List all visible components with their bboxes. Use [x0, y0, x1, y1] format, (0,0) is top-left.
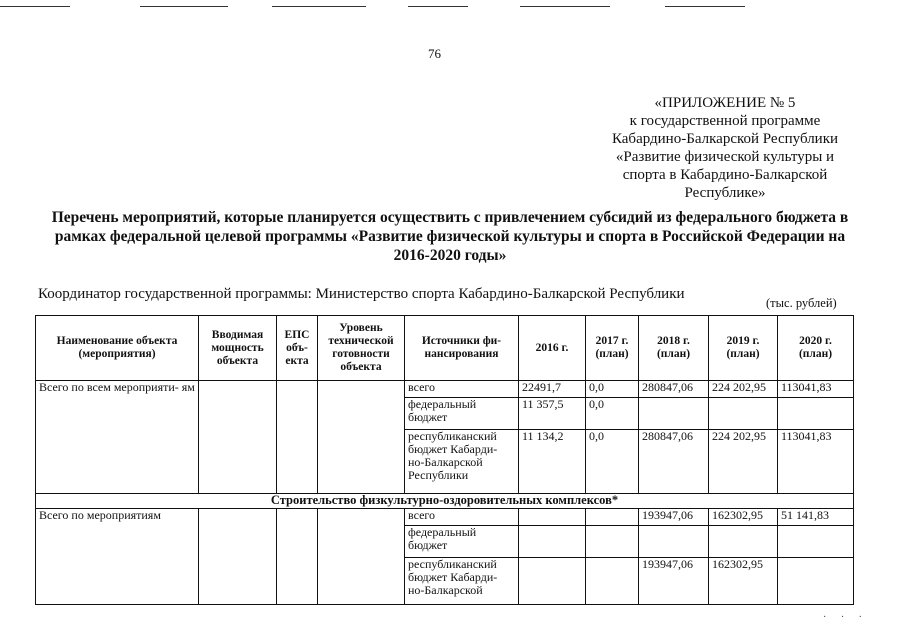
appendix-line: Кабардино-Балкарской Республики [611, 131, 839, 147]
value-2019: 162302,95 [709, 509, 778, 526]
value-2018: 193947,06 [639, 558, 709, 605]
document-title [40, 208, 860, 265]
coordinator-line: Координатор государственной программы: Министерство спорта Кабардино-Балкарской Республики [38, 286, 685, 302]
value-2020 [778, 558, 854, 605]
value-2018 [639, 526, 709, 558]
value-2017: 0,0 [586, 381, 639, 398]
source-cell: республиканский бюджет Кабарди- но-Балкарской Республики [405, 430, 519, 494]
top-rule [665, 6, 745, 7]
value-2017: 0,0 [586, 398, 639, 430]
measures-table [35, 315, 854, 605]
value-2018: 280847,06 [639, 430, 709, 494]
page-number: 76 [428, 46, 441, 61]
value-2019: 224 202,95 [709, 430, 778, 494]
scan-specks: · · · [823, 612, 868, 623]
eps-cell [277, 509, 318, 605]
source-cell: республиканский бюджет Кабарди- но-Балкарской [405, 558, 519, 605]
top-rule [272, 6, 366, 7]
header-row [36, 316, 854, 381]
header-2019: 2019 г. (план) [709, 316, 778, 381]
header-2018: 2018 г. (план) [639, 316, 709, 381]
group-name-cell: Всего по мероприятиям [36, 509, 199, 605]
header-sources: Источники фи- нансирования [405, 316, 519, 381]
header-2017: 2017 г. (план) [586, 316, 639, 381]
value-2018 [639, 398, 709, 430]
readiness-cell [318, 509, 405, 605]
value-2016 [519, 526, 586, 558]
table-row [36, 509, 854, 526]
top-rule [408, 6, 468, 7]
appendix-line: Республике» [684, 185, 766, 201]
value-2019 [709, 398, 778, 430]
value-2016: 11 357,5 [519, 398, 586, 430]
header-readiness: Уровень технической готовности объекта [318, 316, 405, 381]
value-2017 [586, 509, 639, 526]
top-rule [0, 6, 70, 7]
title-line: рамках федеральной целевой программы «Развитие физической культуры и спорта в Российской Федерации на [54, 228, 846, 245]
value-2020: 113041,83 [778, 430, 854, 494]
value-2016 [519, 509, 586, 526]
table-row [36, 381, 854, 398]
section-row [36, 494, 854, 509]
value-2018: 280847,06 [639, 381, 709, 398]
appendix-line: спорта в Кабардино-Балкарской [622, 167, 828, 183]
source-cell: всего [405, 381, 519, 398]
group-name-cell: Всего по всем мероприяти- ям [36, 381, 199, 494]
value-2020 [778, 526, 854, 558]
unit-label: (тыс. рублей) [766, 296, 837, 310]
source-cell: федеральный бюджет [405, 398, 519, 430]
header-capacity: Вводимая мощность объекта [199, 316, 277, 381]
source-cell: всего [405, 509, 519, 526]
section-title: Строительство физкультурно-оздоровительных комплексов* [36, 494, 854, 509]
top-rule [520, 6, 610, 7]
capacity-cell [199, 381, 277, 494]
value-2016: 22491,7 [519, 381, 586, 398]
appendix-line: «Развитие физической культуры и [615, 149, 835, 165]
value-2017 [586, 526, 639, 558]
value-2017: 0,0 [586, 430, 639, 494]
title-line: 2016-2020 годы» [393, 247, 507, 264]
value-2019 [709, 526, 778, 558]
value-2019: 224 202,95 [709, 381, 778, 398]
top-rule [140, 6, 228, 7]
value-2019: 162302,95 [709, 558, 778, 605]
header-2020: 2020 г. (план) [778, 316, 854, 381]
value-2016 [519, 558, 586, 605]
header-2016: 2016 г. [519, 316, 586, 381]
appendix-line: «ПРИЛОЖЕНИЕ № 5 [654, 95, 796, 111]
value-2016: 11 134,2 [519, 430, 586, 494]
value-2020 [778, 398, 854, 430]
eps-cell [277, 381, 318, 494]
appendix-block [560, 94, 890, 202]
value-2020: 51 141,83 [778, 509, 854, 526]
value-2018: 193947,06 [639, 509, 709, 526]
value-2020: 113041,83 [778, 381, 854, 398]
capacity-cell [199, 509, 277, 605]
header-name: Наименование объекта (мероприятия) [36, 316, 199, 381]
header-eps: ЕПС объ- екта [277, 316, 318, 381]
title-line: Перечень мероприятий, которые планируется осуществить с привлечением субсидий из федерального бюджета в [51, 209, 849, 226]
value-2017 [586, 558, 639, 605]
readiness-cell [318, 381, 405, 494]
appendix-line: к государственной программе [629, 113, 821, 129]
source-cell: федеральный бюджет [405, 526, 519, 558]
